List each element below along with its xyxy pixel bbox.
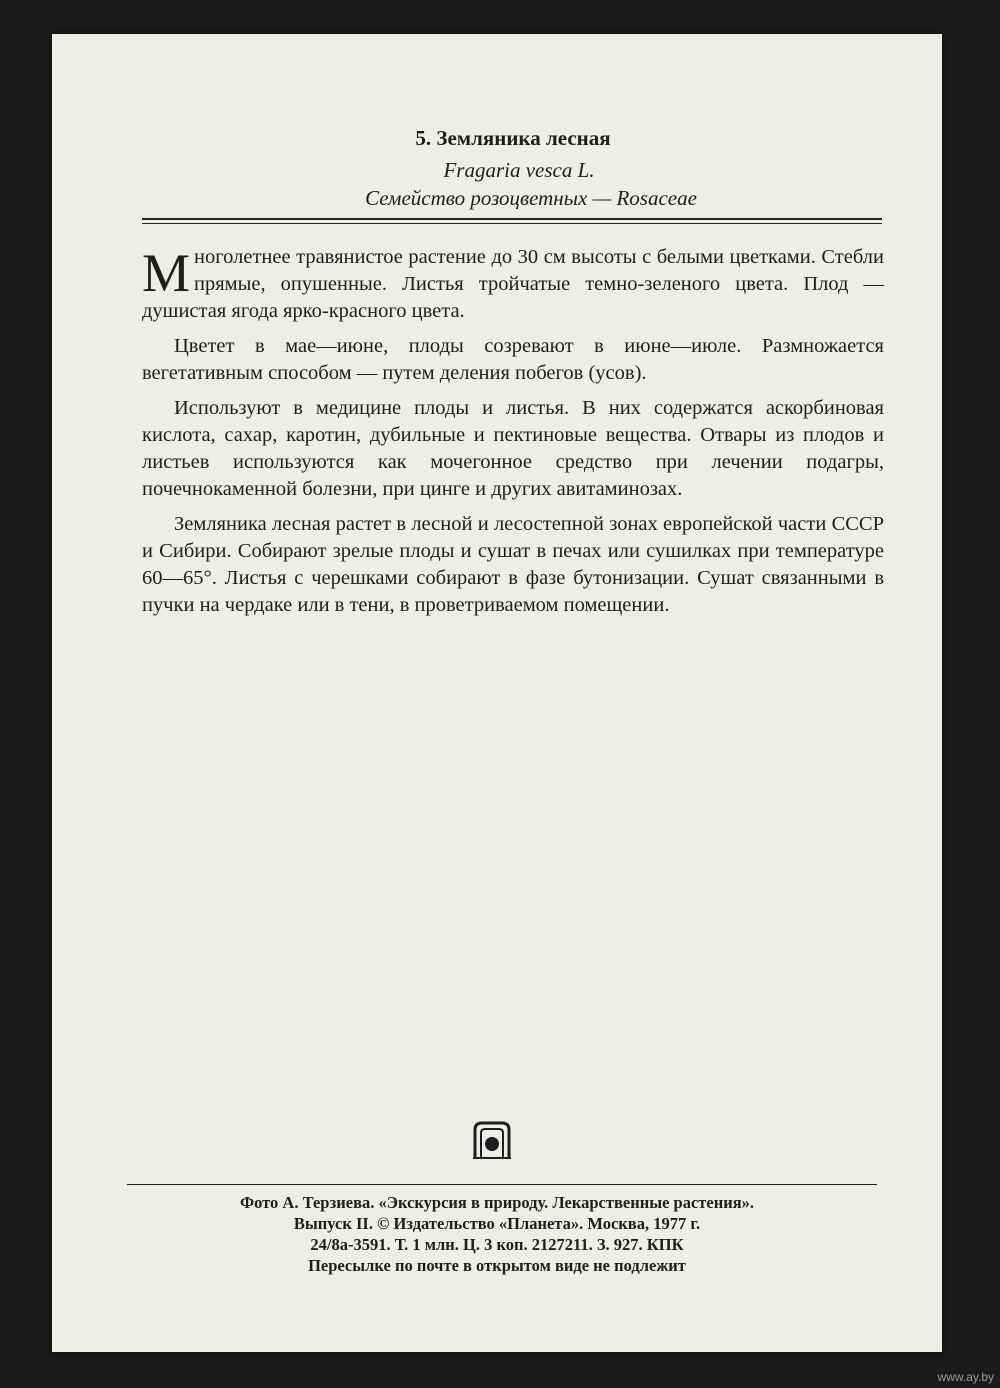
imprint-rule [127,1184,877,1185]
header-rule-thin [142,223,882,224]
latin-name: Fragaria vesca L. [443,158,595,182]
site-watermark: www.ay.by [937,1370,994,1384]
paragraph-description [142,244,884,325]
paragraph-medicine: Используют в медицине плоды и листья. В них содержатся аскорбиновая кислота, сахар, каротин, дубильные и пектиновые вещества. Отвары из плодов и листьев используются как мочегонное средство при лечении подагры, почечнокаменной болезни, при цинге и других авитаминозах. [142,397,884,500]
imprint-line-photo: Фото А. Терзиева. «Экскурсия в природу. Лекарственные растения». [239,1193,755,1212]
description-text [142,244,884,627]
imprint-line-publisher: Выпуск II. © Издательство «Планета». Москва, 1977 г. [293,1214,701,1233]
drop-cap: М [142,243,191,303]
paragraph-description-text: ноголетнее травянистое растение до 30 см высоты с белыми цветками. Стебли прямые, опушенные. Листья тройчатые темно-зеленого цвета. Плод — душистая ягода ярко-красного цвета. [142,246,884,322]
publisher-logo-icon [472,1120,512,1160]
imprint-line-codes: 24/8а-3591. Т. 1 млн. Ц. 3 коп. 2127211. З. 927. КПК [310,1235,684,1254]
plant-title: 5. Земляника лесная [415,126,611,150]
header-rule-thick [142,218,882,220]
paragraph-harvesting: Земляника лесная растет в лесной и лесостепной зонах европейской части СССР и Сибири. Собирают зрелые плоды и сушат в печах или сушилках при температуре 60—65°. Листья с черешками собирают в фазе бутонизации. Сушат связанными в пучки на чердаке или в тени, в проветриваемом помещении. [142,513,884,616]
plant-family: Семейство розоцветных — Rosaceae [365,186,697,210]
postcard-back [52,34,942,1352]
imprint-line-postal: Пересылке по почте в открытом виде не подлежит [308,1256,686,1275]
publisher-imprint [52,1192,942,1276]
paragraph-flowering: Цветет в мае—июне, плоды созревают в июне—июле. Размножается вегетативным способом — путем деления побегов (усов). [142,335,884,384]
